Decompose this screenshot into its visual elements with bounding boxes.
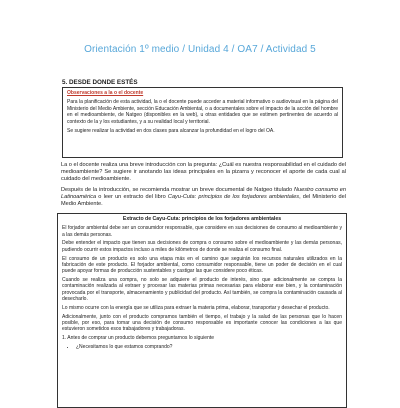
observations-paragraph: Se sugiere realizar la actividad en dos clases para alcanzar la profundidad en el logro del OA. <box>67 128 275 135</box>
extract-box <box>57 213 347 408</box>
documentary-title: Nuestro consumo en Latinoamérica <box>61 187 346 201</box>
extract-paragraph: Lo mismo ocurre con la energía que se utiliza para extraer la materia prima, elaborar, transportar y desechar el producto. <box>62 304 330 311</box>
extract-paragraph: Debe entender el impacto que tienen sus decisiones de compra o consumo sobre el medioambiente y las demás personas, pudiendo ocurrir estos impactos incluso a miles de kilómetros de donde se realiza el consumo final. <box>62 240 342 253</box>
body-text: , del Ministerio del Medio Ambiente. <box>61 194 346 208</box>
extract-title: Extracto de Cayu-Cuta: principios de los forjadores ambientales <box>122 216 282 222</box>
body-paragraph: La o el docente realiza una breve introducción con la pregunta: ¿Cuál es nuestra responsabilidad en el cuidado del medioambiente? Se sugiere ir anotando las ideas principales en la pizarra y reconocer el aporte de cada cual al cuidado del medioambiente. <box>61 162 346 183</box>
book-title: Cayu-Cuta: principios de los forjadores ambientales <box>167 194 300 201</box>
body-text: o leer un extracto del libro <box>96 194 168 201</box>
observations-box <box>62 87 343 158</box>
list-item: • ¿Necesitamos lo que estamos comprando? <box>76 344 342 350</box>
body-paragraph <box>61 187 346 209</box>
extract-paragraph: El forjador ambiental debe ser un consumidor responsable, que considere en sus decisiones de consumo al medioambiente y a las demás personas. <box>62 225 342 238</box>
observations-title: Observaciones a la o el docente <box>67 90 144 96</box>
extract-list <box>62 344 342 350</box>
observations-paragraph: Para la planificación de esta actividad, la o el docente puede acceder a material informativo o audiovisual en la página del Ministerio del Medio Ambiente, sección Educación Ambiental, o a documentales sobre el impacto de la acción del hombre en el medioambiente, de Natgeo (disponibles en la web), u otras entidades que se estimen pertinentes de acuerdo al contexto de la y los estudiantes, y a su realidad local y territorial. <box>67 99 338 125</box>
extract-paragraph: Adicionalmente, junto con el producto compramos también el tiempo, el trabajo y la salud de las personas que lo hacen posible, por eso, para tomar una decisión de consumo responsable es importante conocer las condiciones a las que estuvieron sometidos esos trabajadores y trabajadoras. <box>62 313 342 333</box>
body-text: Después de la introducción, se recomienda mostrar un breve documental de Natgeo titulado <box>61 187 294 193</box>
page-header-title: Orientación 1º medio / Unidad 4 / OA7 / Actividad 5 <box>84 44 316 55</box>
section-heading: 5. DESDE DONDE ESTÉS <box>62 79 138 86</box>
extract-paragraph: 1. Antes de comprar un producto debemos preguntarnos lo siguiente <box>62 335 215 342</box>
extract-paragraph: Cuando se realiza una compra, no solo se adquiere el producto de interés, sino que adicionalmente se compra la contaminación realizada al extraer y procesar las materias primas necesarias para elaborar ese bien, y la contaminación provocada por el transporte, almacenamiento y publicidad del producto. Así también, se compra la contaminación causada al desecharlo. <box>62 277 342 303</box>
extract-paragraph: El consumo de un producto es solo una etapa más en el camino que seguirán los recursos naturales utilizados en la fabricación de este producto. El forjador ambiental, como consumidor responsable, tiene un poder de decisión en el cual puede apoyar formas de producción sustentables y castigar las que considere poco éticas. <box>62 255 342 275</box>
